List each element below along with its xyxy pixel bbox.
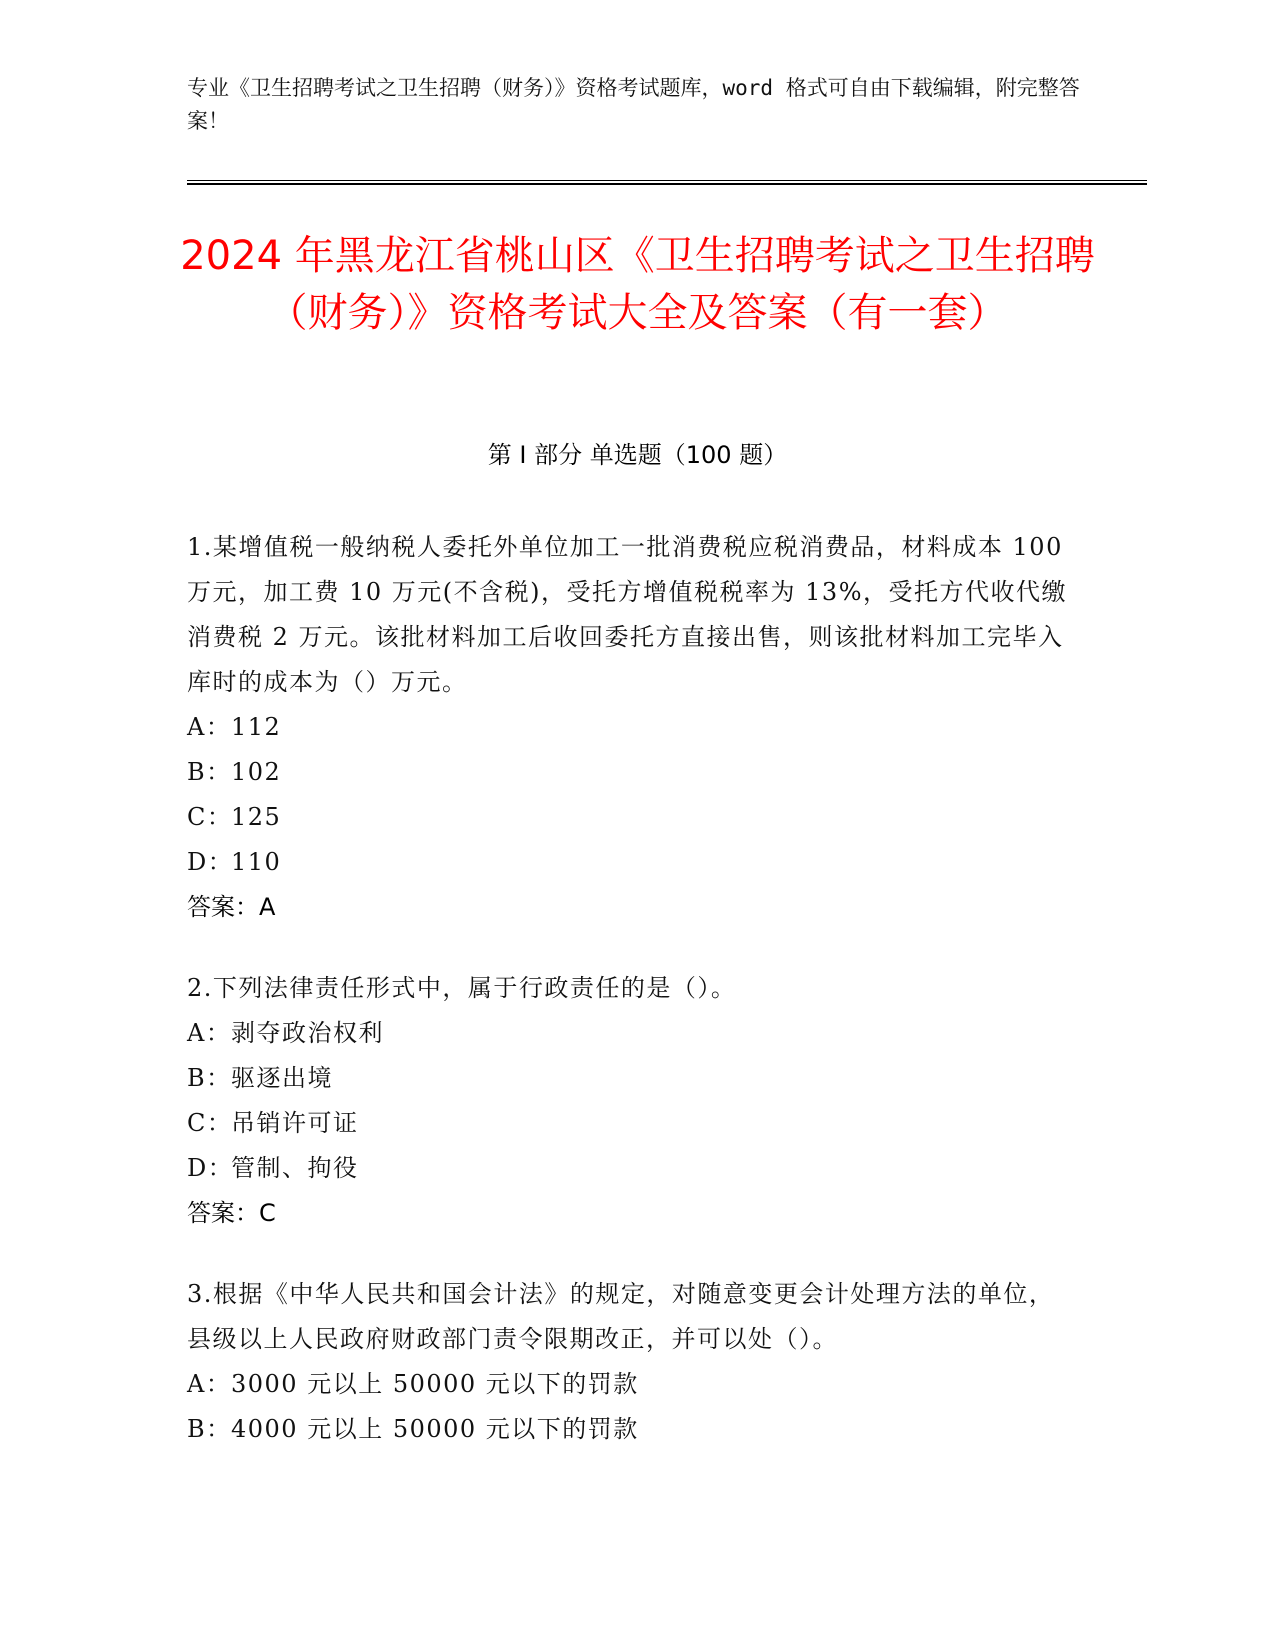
header-divider-thin xyxy=(187,180,1147,181)
question-stem: 2.下列法律责任形式中，属于行政责任的是（）。 xyxy=(187,974,737,1002)
option-text: 驱逐出境 xyxy=(231,1064,333,1092)
question-stem: 3.根据《中华人民共和国会计法》的规定，对随意变更会计处理方法的单位，县级以上人民政府财政部门责令限期改正，并可以处（）。 xyxy=(187,1280,1055,1353)
option-d xyxy=(187,1146,1067,1191)
option-a xyxy=(187,1011,1067,1056)
option-key: B： xyxy=(187,1415,232,1443)
option-key: D： xyxy=(187,1154,234,1182)
question-1 xyxy=(187,525,1067,930)
option-key: C： xyxy=(187,1109,233,1137)
document-title: 2024 年黑龙江省桃山区《卫生招聘考试之卫生招聘（财务）》资格考试大全及答案（有一套） xyxy=(180,233,1095,336)
option-c xyxy=(187,1101,1067,1146)
option-text: 剥夺政治权利 xyxy=(231,1019,384,1047)
section-heading: 第 I 部分 单选题（100 题） xyxy=(487,441,788,469)
option-d xyxy=(187,840,1067,885)
answer-line: 答案：A xyxy=(187,893,276,921)
header-note: 专业《卫生招聘考试之卫生招聘（财务）》资格考试题库，word 格式可自由下载编辑，附完整答案！ xyxy=(187,76,1080,133)
option-key: D： xyxy=(187,848,234,876)
question-3 xyxy=(187,1272,1067,1452)
question-stem: 1.某增值税一般纳税人委托外单位加工一批消费税应税消费品，材料成本 100 万元，加工费 10 万元(不含税)，受托方增值税税率为 13%，受托方代收代缴消费税 2 万元。该批材料加工后收回委托方直接出售，则该批材料加工完毕入库时的成本为（）万元。 xyxy=(187,533,1067,696)
option-c xyxy=(187,795,1067,840)
option-key: B： xyxy=(187,758,232,786)
question-2 xyxy=(187,966,1067,1236)
option-text: 125 xyxy=(231,803,282,831)
option-b xyxy=(187,1407,1067,1452)
option-text: 吊销许可证 xyxy=(231,1109,359,1137)
header-divider-thick xyxy=(187,183,1147,185)
option-key: A： xyxy=(187,1019,232,1047)
option-a xyxy=(187,705,1067,750)
answer-line: 答案：C xyxy=(187,1199,276,1227)
option-text: 112 xyxy=(231,713,282,741)
option-b xyxy=(187,1056,1067,1101)
option-b xyxy=(187,750,1067,795)
option-key: A： xyxy=(187,713,232,741)
option-text: 110 xyxy=(231,848,282,876)
option-text: 3000 元以上 50000 元以下的罚款 xyxy=(231,1370,639,1398)
option-text: 管制、拘役 xyxy=(231,1154,359,1182)
question-list xyxy=(187,525,1067,1488)
option-text: 4000 元以上 50000 元以下的罚款 xyxy=(231,1415,639,1443)
option-key: C： xyxy=(187,803,233,831)
option-key: B： xyxy=(187,1064,232,1092)
option-a xyxy=(187,1362,1067,1407)
option-key: A： xyxy=(187,1370,232,1398)
option-text: 102 xyxy=(231,758,282,786)
